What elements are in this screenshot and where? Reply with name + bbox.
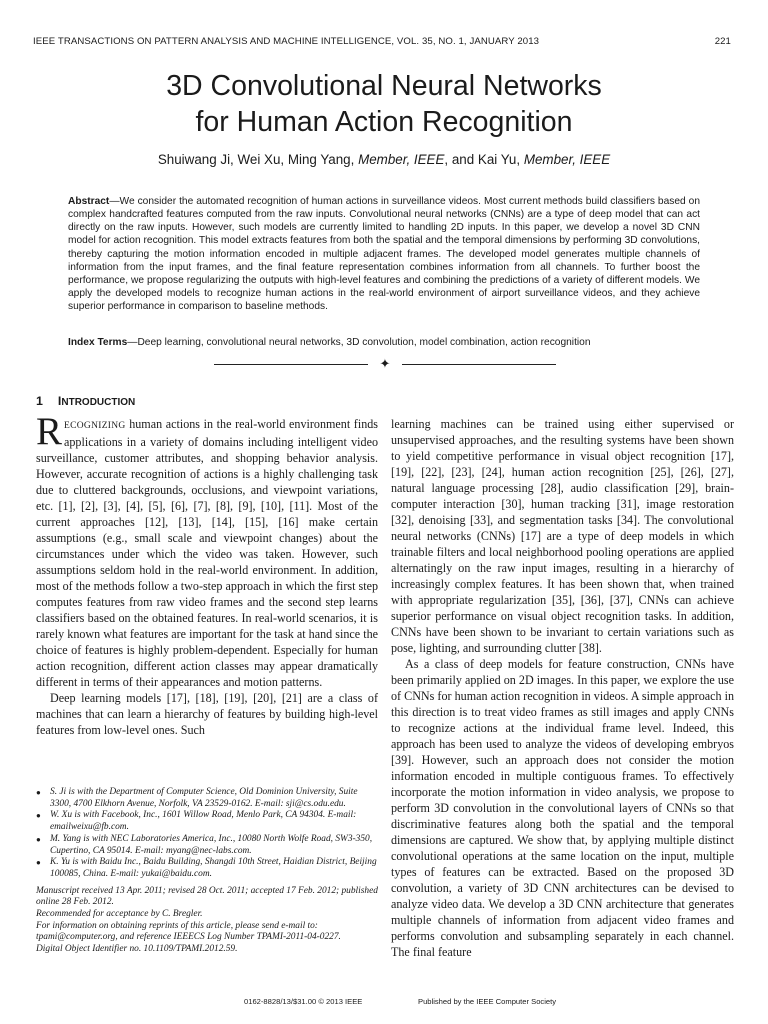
opening-smallcaps: ECOGNIZING [64, 421, 126, 431]
manuscript-dates: Manuscript received 13 Apr. 2011; revised 28 Oct. 2011; accepted 17 Feb. 2012; published online 28 Feb. 2012. [36, 885, 378, 908]
affiliation-list [36, 787, 378, 881]
affiliation-text: K. Yu is with Baidu Inc., Baidu Building, Shangdi 10th Street, Haidian District, Beijing 100085, China. E-mail: yukai@baidu.com. [50, 857, 377, 879]
section-number: 1 [36, 394, 43, 408]
paper-title [0, 68, 768, 140]
footnotes [36, 787, 378, 956]
copyright-notice: 0162-8828/13/$31.00 © 2013 IEEE [244, 997, 363, 1006]
running-head [33, 36, 731, 50]
affiliation-item [36, 857, 378, 880]
abstract [68, 195, 700, 313]
index-terms-label: Index Terms [68, 337, 128, 348]
drop-cap: R [36, 410, 63, 453]
affiliation-text: W. Xu is with Facebook, Inc., 1601 Willow Road, Menlo Park, CA 94304. E-mail: emailweixu@fb.com. [50, 810, 357, 833]
affiliation-item [36, 787, 378, 810]
page-number: 221 [714, 36, 731, 47]
recommended-by: Recommended for acceptance by C. Bregler. [36, 909, 203, 920]
manuscript-info [36, 886, 378, 956]
abstract-label: Abstract [68, 196, 110, 207]
affiliation-text: S. Ji is with the Department of Computer Science, Old Dominion University, Suite 3300, 4700 Elkhorn Avenue, Norfolk, VA 23529-0162. E-mail: sji@cs.odu.edu. [50, 787, 358, 809]
intro-paragraph-2: Deep learning models [17], [18], [19], [20], [21] are a class of machines that can learn a hierarchy of features by building high-level features from low-level ones. Such [36, 691, 378, 737]
index-terms [68, 336, 700, 349]
intro-paragraph-1 [36, 410, 378, 690]
index-terms-text: —Deep learning, convolutional neural networks, 3D convolution, model combination, action recognition [127, 337, 591, 348]
bullet-icon: ● [36, 788, 41, 797]
journal-header: IEEE TRANSACTIONS ON PATTERN ANALYSIS AND MACHINE INTELLIGENCE, VOL. 35, NO. 1, JANUARY 2013 [33, 36, 540, 47]
divider-line-left [214, 364, 368, 365]
section-title-rest: NTRODUCTION [61, 397, 136, 408]
author-list [0, 152, 768, 167]
right-paragraph-1: learning machines can be trained using either supervised or unsupervised approaches, and the resulting systems have been shown to yield competitive performance in visual object recognition [17], [19], [22], [23], [24], human action recognition [25], [26], [27], natural language processing [28], audio classification [29], brain-computer interaction [30], human tracking [31], image restoration [32], denoising [33], and segmentation tasks [34]. The convolutional neural networks (CNNs) [17] are a type of deep models in which trainable filters and local neighborhood pooling operations are applied alternatingly on the raw input images, resulting in a hierarchy of increasingly complex features. It has been shown that, when trained with appropriate regularization [35], [36], [37], CNNs can achieve superior performance on visual object recognition tasks. In addition, CNNs have been shown to be invariant to certain variations such as pose, lighting, and surrounding clutter [38]. [391, 417, 734, 655]
divider-line-right [402, 364, 556, 365]
bullet-icon: ● [36, 834, 41, 844]
abstract-text: —We consider the automated recognition of human actions in surveillance videos. Most current methods build classifiers based on complex handcrafted features computed from the raw inputs. Convolutional neural networks (CNNs) are a type of deep model that can act directly on the raw inputs. However, such models are currently limited to handling 2D inputs. In this paper, we develop a novel 3D CNN model for action recognition. This model extracts features from both the spatial and the temporal dimensions by performing 3D convolutions, thereby capturing the motion information encoded in multiple adjacent frames. The developed model generates multiple channels of information from the input frames, and the final feature representation combines information from all channels. To further boost the performance, we propose regularizing the outputs with high-level features and combining the predictions of a variety of different models. We apply the developed models to recognize human actions in the real-world environment of airport surveillance videos, and they achieve superior performance in comparison to baseline methods. [68, 196, 700, 313]
bullet-icon: ● [36, 858, 41, 868]
doi: Digital Object Identifier no. 10.1109/TPAMI.2012.59. [36, 944, 238, 955]
right-paragraph-2: As a class of deep models for feature construction, CNNs have been primarily applied on 2D images. In this paper, we explore the use of CNNs for human action recognition in videos. A simple approach in this direction is to treat video frames as still images and apply CNNs to recognize actions at the individual frame level. Indeed, this approach has been used to analyze the videos of developing embryos [39]. However, such an approach does not consider the motion information encoded in multiple contiguous frames. To effectively incorporate the motion information in video analysis, we propose to perform 3D convolution in the convolutional layers of CNNs so that discriminative features along both the spatial and the temporal dimensions are captured. We show that, by applying multiple distinct convolutional operations at the same location on the input, multiple types of features can be extracted. Based on the proposed 3D convolution, a variety of 3D CNN architectures can be devised to analyze video data. We develop a 3D CNN architecture that generates multiple channels of information from adjacent video frames and performs convolution and subsampling separately in each channel. The final feature [391, 657, 734, 959]
section-heading [36, 394, 135, 408]
divider-ornament-icon: ✦ [379, 356, 391, 371]
right-column [391, 416, 734, 960]
author-membership-1: Member, IEEE [358, 152, 445, 167]
section-divider [214, 357, 556, 371]
title-line-2: for Human Action Recognition [195, 106, 573, 138]
title-line-1: 3D Convolutional Neural Networks [166, 70, 602, 102]
left-column [36, 410, 378, 738]
author-membership-2: Member, IEEE [523, 152, 611, 167]
bullet-icon: ● [36, 811, 41, 821]
intro-paragraph-1-text: human actions in the real-world environment finds applications in a variety of domains including intelligent video surveillance, customer attributes, and shopping behavior analysis. However, accurate recognition of actions is a highly challenging task due to cluttered backgrounds, occlusions, and viewpoint variations, etc. [1], [2], [3], [4], [5], [6], [7], [8], [9], [10], [11]. Most of the current approaches [12], [13], [14], [15], [16] make certain assumptions (e.g., small scale and viewpoint changes) about the circumstances under which the video was taken. However, such assumptions seldom hold in the real-world environment. In addition, most of the methods follow a two-step approach in which the first step computes features from raw video frames and the second step learns classifiers based on the obtained features. In real-world scenarios, it is rarely known what features are important for the task at hand since the choice of features is highly problem-dependent. Especially for human action recognition, different action classes may appear dramatically different in terms of their appearances and motion patterns. [36, 417, 378, 689]
author-names-1: Shuiwang Ji, Wei Xu, Ming Yang, [157, 152, 359, 167]
affiliation-text: M. Yang is with NEC Laboratories America, Inc., 10080 North Wolfe Road, SW3-350, Cupertino, CA 95014. E-mail: myang@nec-labs.com. [50, 833, 373, 856]
author-names-2: , and Kai Yu, [444, 152, 524, 167]
affiliation-item [36, 810, 378, 833]
affiliation-item [36, 834, 378, 857]
publisher-notice: Published by the IEEE Computer Society [418, 997, 557, 1006]
reprint-info: For information on obtaining reprints of this article, please send e-mail to: tpami@computer.org, and reference IEEECS Log Number TPAMI-2011-04-0227. [36, 920, 341, 943]
section-title-initial: I [57, 394, 62, 408]
